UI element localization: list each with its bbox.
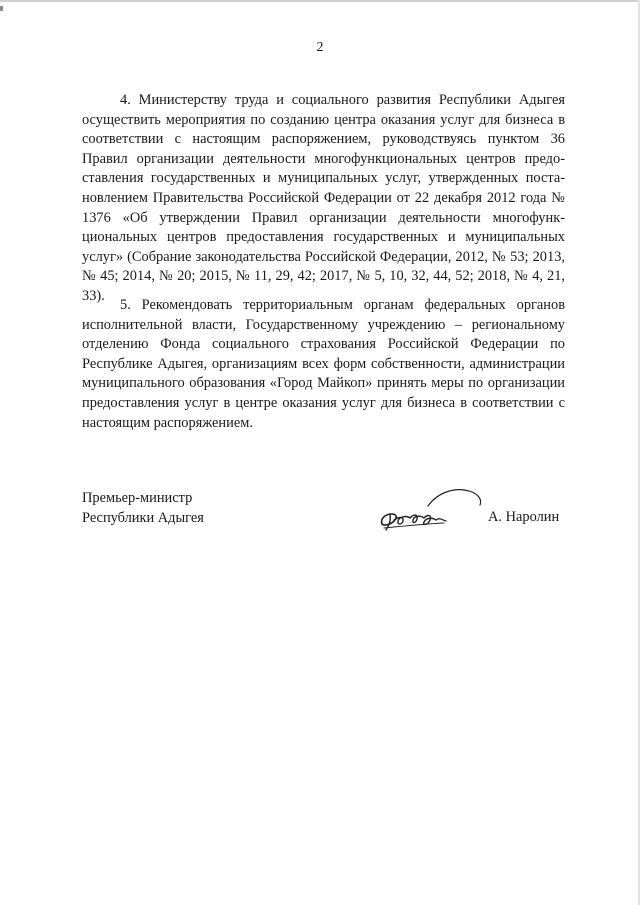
handwritten-signature-icon bbox=[376, 484, 486, 538]
signatory-title-line-2: Республики Адыгея bbox=[82, 509, 204, 526]
signatory-title bbox=[82, 489, 204, 528]
signatory-title-line-1: Премьер-министр bbox=[82, 490, 193, 506]
page-number: 2 bbox=[316, 40, 324, 55]
paragraph-4: 4. Министерству труда и социального развития Республики Адыгея осуществить мероприятия по созданию центра оказания услуг для бизнеса в соответствии с настоящим распоряжением, руководствуясь пунктом 36 Правил организации деятельности многофункциональных центров предоставления государственных и муниципальных услуг, утвержденных постановлением Правительства Российской Федерации от 22 декабря 2012 года № 1376 «Об утверждении Правил организации деятельности многофункциональных центров предоставления государственных и муниципальных услуг» (Собрание законодательства Российской Федерации, 2012, № 53; 2013, № 45; 2014, № 20; 2015, № 11, 29, 42; 2017, № 5, 10, 32, 44, 52; 2018, № 4, 21, 33). bbox=[82, 92, 565, 304]
signatory-name: А. Наролин bbox=[488, 509, 560, 525]
scan-top-edge bbox=[0, 0, 640, 2]
paragraph-5: 5. Рекомендовать территориальным органам федеральных органов исполнительной власти, Государственному учреждению – региональному отделению Фонда социального страхования Российской Федерации по Республике Адыгея, организациям всех форм собственности, администрации муниципального образования «Город Майкоп» принять меры по организации предоставления услуг в центре оказания услуг для бизнеса в соответствии с настоящим распоряжением. bbox=[82, 297, 565, 431]
scan-artifact-mark bbox=[0, 6, 3, 11]
